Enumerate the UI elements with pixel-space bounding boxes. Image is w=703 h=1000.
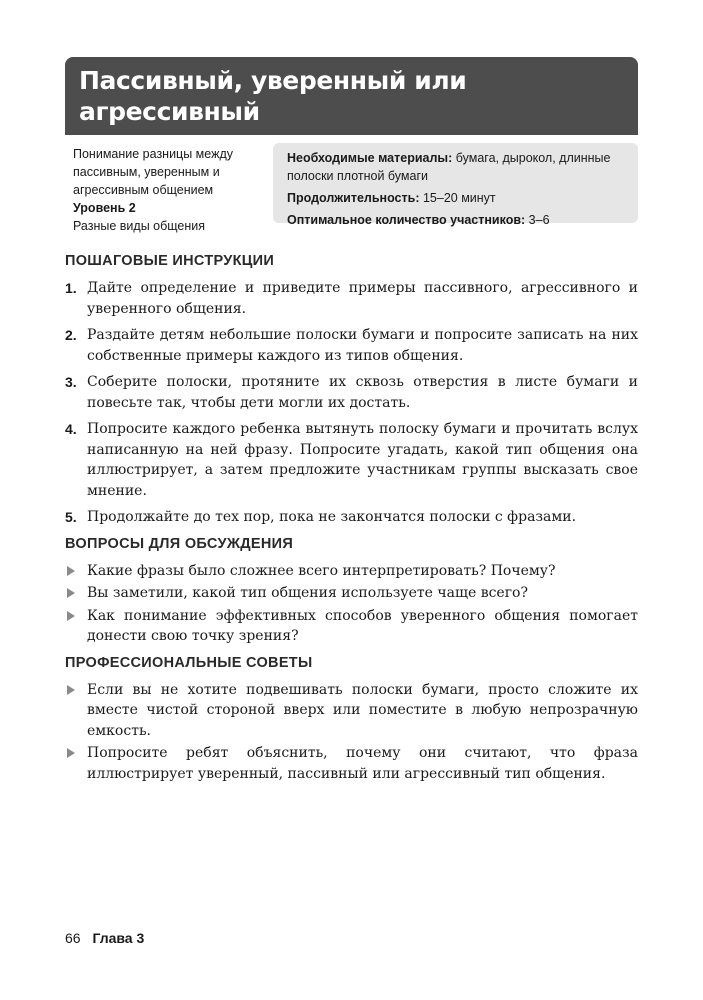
instruction-step bbox=[65, 507, 638, 528]
page-footer bbox=[65, 930, 144, 946]
activity-description: Понимание разницы между пассивным, уверенным и агрессивным общением bbox=[73, 147, 233, 197]
discussion-text: Вы заметили, какой тип общения используете чаще всего? bbox=[87, 585, 528, 601]
instruction-step bbox=[65, 278, 638, 319]
triangle-bullet-icon bbox=[67, 611, 75, 621]
discussion-text: Какие фразы было сложнее всего интерпретировать? Почему? bbox=[87, 562, 556, 579]
step-number: 4. bbox=[65, 421, 77, 437]
duration-line bbox=[287, 189, 626, 207]
step-number: 1. bbox=[65, 280, 77, 296]
duration-label: Продолжительность: bbox=[287, 191, 420, 205]
discussion-item bbox=[65, 606, 638, 647]
participants-line bbox=[287, 211, 626, 229]
step-number: 2. bbox=[65, 327, 77, 343]
instruction-step bbox=[65, 372, 638, 413]
page-title: Пассивный, уверенный или агрессивный bbox=[79, 66, 467, 126]
triangle-bullet-icon bbox=[67, 566, 75, 576]
tip-text: Попросите ребят объяснить, почему они считают, что фраза иллюстрирует уверенный, пассивный или агрессивный тип общения. bbox=[87, 745, 638, 782]
triangle-bullet-icon bbox=[67, 588, 75, 598]
discussion-item bbox=[65, 561, 638, 582]
step-text: Продолжайте до тех пор, пока не закончатся полоски с фразами. bbox=[87, 509, 577, 525]
discussion-item bbox=[65, 583, 638, 604]
tip-text: Если вы не хотите подвешивать полоски бумаги, просто сложите их вместе чистой стороной вверх или поместите в любую непрозрачную емкость. bbox=[87, 681, 638, 739]
activity-type: Разные виды общения bbox=[73, 219, 206, 233]
activity-info bbox=[65, 143, 638, 235]
tips-heading: ПРОФЕССИОНАЛЬНЫЕ СОВЕТЫ bbox=[65, 654, 313, 671]
duration-value: 15–20 минут bbox=[419, 191, 496, 205]
instructions-list bbox=[65, 278, 638, 528]
activity-level: Уровень 2 bbox=[73, 201, 136, 215]
triangle-bullet-icon bbox=[67, 685, 75, 695]
step-text: Попросите каждого ребенка вытянуть полоску бумаги и прочитать вслух написанную на ней фразу. Попросите угадать, какой тип общения она иллюстрирует, а затем предложите участникам группы высказать свое мнение. bbox=[87, 421, 638, 499]
activity-summary bbox=[65, 143, 263, 235]
activity-requirements bbox=[273, 143, 638, 227]
triangle-bullet-icon bbox=[67, 748, 75, 758]
instructions-heading: ПОШАГОВЫЕ ИНСТРУКЦИИ bbox=[65, 253, 275, 269]
instruction-step bbox=[65, 325, 638, 366]
step-number: 5. bbox=[65, 509, 77, 525]
tip-item bbox=[65, 680, 638, 742]
step-text: Раздайте детям небольшие полоски бумаги и попросите записать на них собственные примеры каждого из типов общения. bbox=[87, 327, 638, 364]
participants-label: Оптимальное количество участников: bbox=[287, 213, 526, 227]
discussion-heading: ВОПРОСЫ ДЛЯ ОБСУЖДЕНИЯ bbox=[65, 535, 294, 552]
tips-list bbox=[65, 680, 638, 785]
chapter-label: Глава 3 bbox=[92, 930, 145, 946]
step-number: 3. bbox=[65, 374, 77, 390]
materials-value: бумага, дырокол, длинные полоски плотной бумаги bbox=[287, 151, 611, 183]
page bbox=[65, 57, 638, 786]
discussion-list bbox=[65, 561, 638, 647]
participants-value: 3–6 bbox=[525, 213, 550, 227]
materials-label: Необходимые материалы: bbox=[287, 151, 453, 165]
discussion-text: Как понимание эффективных способов уверенного общения помогает донести свою точку зрения? bbox=[87, 607, 638, 644]
instruction-step bbox=[65, 419, 638, 501]
title-banner bbox=[65, 57, 638, 135]
tip-item bbox=[65, 743, 638, 784]
step-text: Соберите полоски, протяните их сквозь отверстия в листе бумаги и повесьте так, чтобы дети могли их достать. bbox=[87, 374, 638, 411]
page-number: 66 bbox=[65, 930, 81, 946]
materials-line bbox=[287, 149, 626, 185]
step-text: Дайте определение и приведите примеры пассивного, агрессивного и уверенного общения. bbox=[87, 280, 638, 317]
